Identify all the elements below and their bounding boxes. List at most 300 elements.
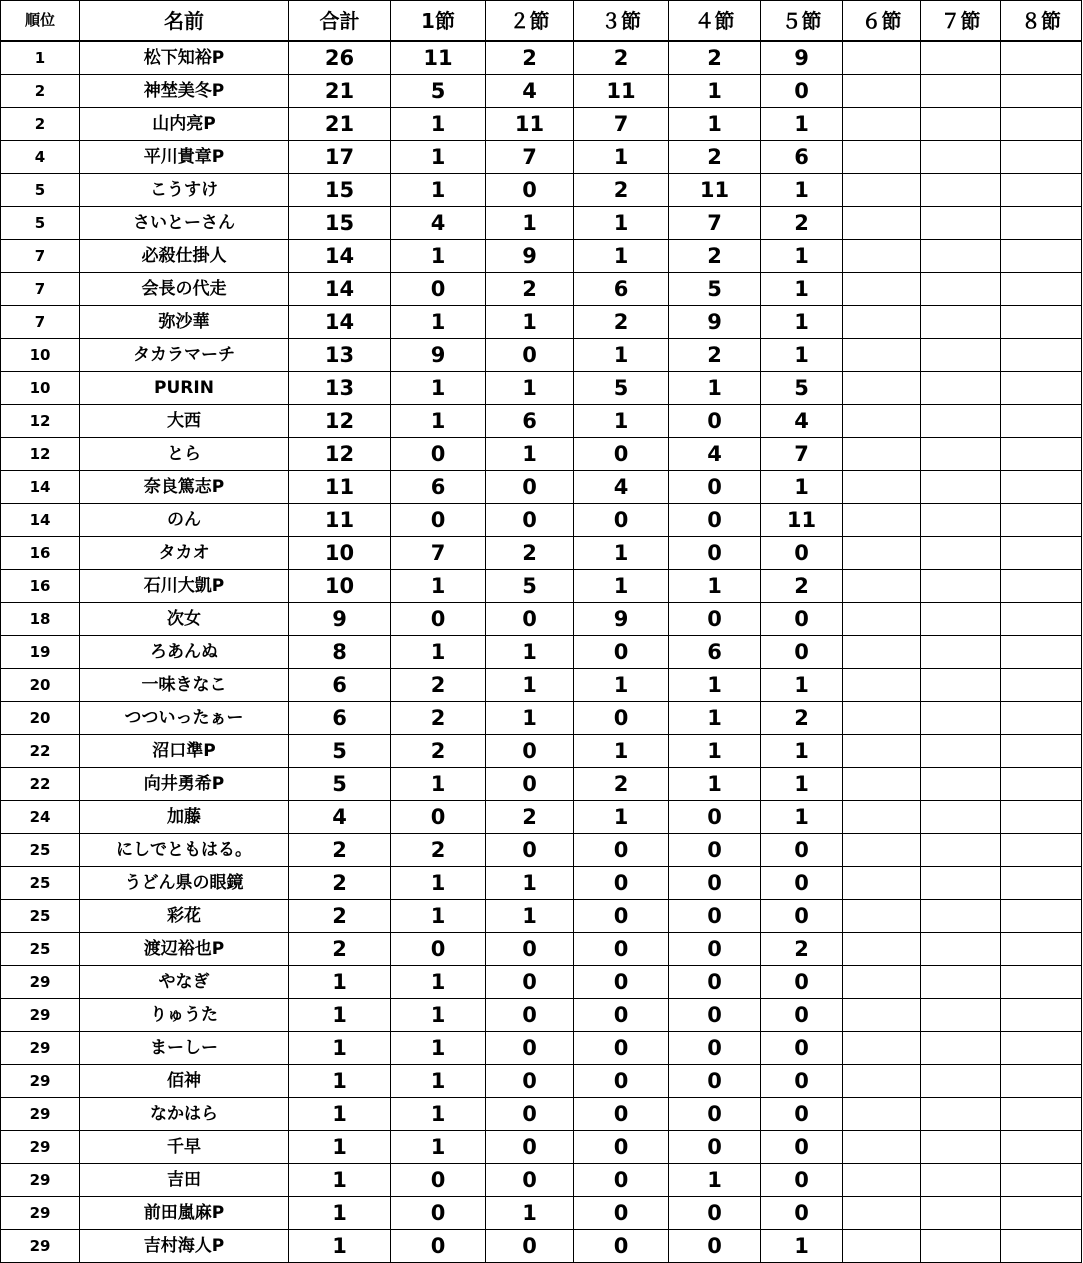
cell-round-3: 11 [574,75,669,108]
cell-round-5: 0 [761,834,843,867]
cell-round-3: 0 [574,1131,669,1164]
cell-round-6 [843,207,921,240]
cell-rank: 7 [1,306,80,339]
table-row [1,372,1082,405]
cell-round-6 [843,768,921,801]
cell-round-2: 1 [486,372,574,405]
cell-round-8 [1001,603,1082,636]
cell-rank: 25 [1,933,80,966]
cell-name: りゅうた [80,999,289,1032]
cell-round-4: 0 [669,867,761,900]
cell-round-2: 5 [486,570,574,603]
cell-name: さいとーさん [80,207,289,240]
cell-round-8 [1001,702,1082,735]
table-row [1,306,1082,339]
cell-round-2: 0 [486,1065,574,1098]
cell-round-2: 0 [486,339,574,372]
cell-round-7 [921,603,1001,636]
table-body [1,41,1082,1263]
cell-round-1: 1 [391,1131,486,1164]
cell-round-1: 1 [391,1098,486,1131]
cell-round-5: 7 [761,438,843,471]
cell-round-3: 1 [574,537,669,570]
cell-rank: 25 [1,900,80,933]
cell-round-4: 7 [669,207,761,240]
cell-round-6 [843,1230,921,1263]
cell-round-6 [843,1164,921,1197]
cell-round-8 [1001,636,1082,669]
cell-round-7 [921,438,1001,471]
cell-name: にしでともはる。 [80,834,289,867]
cell-round-7 [921,702,1001,735]
cell-name: 次女 [80,603,289,636]
cell-round-1: 2 [391,669,486,702]
table-row [1,933,1082,966]
cell-round-5: 1 [761,471,843,504]
cell-round-4: 4 [669,438,761,471]
cell-round-7 [921,537,1001,570]
cell-rank: 18 [1,603,80,636]
cell-total: 4 [289,801,391,834]
table-row [1,636,1082,669]
cell-round-8 [1001,768,1082,801]
cell-rank: 29 [1,1032,80,1065]
cell-round-5: 9 [761,41,843,75]
cell-round-6 [843,405,921,438]
cell-round-6 [843,669,921,702]
cell-round-6 [843,966,921,999]
cell-total: 9 [289,603,391,636]
cell-total: 21 [289,108,391,141]
cell-total: 10 [289,537,391,570]
cell-round-7 [921,273,1001,306]
cell-name: 彩花 [80,900,289,933]
cell-round-8 [1001,504,1082,537]
cell-round-4: 0 [669,504,761,537]
cell-rank: 20 [1,669,80,702]
cell-round-3: 0 [574,867,669,900]
cell-round-1: 1 [391,900,486,933]
cell-round-8 [1001,834,1082,867]
cell-round-2: 0 [486,504,574,537]
table-row [1,669,1082,702]
cell-round-6 [843,702,921,735]
cell-rank: 7 [1,273,80,306]
cell-round-1: 0 [391,1164,486,1197]
cell-round-6 [843,471,921,504]
cell-round-7 [921,108,1001,141]
cell-round-5: 1 [761,735,843,768]
cell-round-7 [921,1197,1001,1230]
table-row [1,1098,1082,1131]
cell-round-2: 1 [486,636,574,669]
cell-total: 10 [289,570,391,603]
cell-total: 1 [289,999,391,1032]
cell-round-1: 1 [391,306,486,339]
cell-round-8 [1001,735,1082,768]
cell-name: 弥沙華 [80,306,289,339]
cell-round-8 [1001,867,1082,900]
cell-round-3: 0 [574,1164,669,1197]
cell-round-3: 0 [574,933,669,966]
cell-round-2: 0 [486,603,574,636]
cell-round-4: 0 [669,801,761,834]
table-row [1,999,1082,1032]
cell-total: 1 [289,1065,391,1098]
cell-total: 15 [289,207,391,240]
cell-round-4: 0 [669,1131,761,1164]
cell-round-2: 0 [486,966,574,999]
cell-name: 必殺仕掛人 [80,240,289,273]
cell-round-7 [921,999,1001,1032]
cell-name: なかはら [80,1098,289,1131]
cell-round-8 [1001,1065,1082,1098]
cell-round-4: 1 [669,108,761,141]
cell-round-1: 7 [391,537,486,570]
cell-round-3: 0 [574,702,669,735]
cell-round-8 [1001,669,1082,702]
table-row [1,537,1082,570]
cell-total: 11 [289,471,391,504]
cell-round-6 [843,75,921,108]
cell-round-3: 4 [574,471,669,504]
cell-round-6 [843,1065,921,1098]
cell-round-6 [843,636,921,669]
cell-name: 山内亮P [80,108,289,141]
cell-rank: 16 [1,537,80,570]
cell-rank: 29 [1,966,80,999]
cell-round-6 [843,537,921,570]
cell-round-5: 2 [761,702,843,735]
cell-total: 13 [289,372,391,405]
cell-round-1: 2 [391,735,486,768]
cell-name: のん [80,504,289,537]
cell-round-2: 0 [486,1098,574,1131]
cell-round-2: 0 [486,834,574,867]
cell-rank: 16 [1,570,80,603]
table-row [1,504,1082,537]
cell-round-5: 0 [761,603,843,636]
header-round-8: ８節 [1001,1,1082,42]
cell-round-1: 11 [391,41,486,75]
cell-round-5: 4 [761,405,843,438]
cell-round-4: 0 [669,834,761,867]
cell-round-2: 2 [486,537,574,570]
cell-round-3: 1 [574,735,669,768]
cell-round-5: 2 [761,207,843,240]
cell-name: 平川貴章P [80,141,289,174]
cell-round-3: 0 [574,900,669,933]
cell-rank: 29 [1,1230,80,1263]
cell-round-1: 6 [391,471,486,504]
cell-name: タカラマーチ [80,339,289,372]
cell-round-4: 6 [669,636,761,669]
cell-round-2: 0 [486,999,574,1032]
table-row [1,834,1082,867]
header-round-4: ４節 [669,1,761,42]
table-row [1,735,1082,768]
cell-round-4: 9 [669,306,761,339]
table-row [1,273,1082,306]
cell-round-6 [843,306,921,339]
cell-round-5: 1 [761,669,843,702]
table-row [1,108,1082,141]
cell-total: 5 [289,768,391,801]
cell-round-7 [921,1065,1001,1098]
cell-round-6 [843,1032,921,1065]
cell-round-2: 9 [486,240,574,273]
cell-round-6 [843,174,921,207]
cell-name: とら [80,438,289,471]
cell-round-5: 0 [761,537,843,570]
cell-round-5: 0 [761,999,843,1032]
cell-round-4: 0 [669,1032,761,1065]
cell-round-5: 1 [761,339,843,372]
cell-round-4: 0 [669,1098,761,1131]
cell-name: 神埜美冬P [80,75,289,108]
cell-rank: 29 [1,1098,80,1131]
cell-rank: 19 [1,636,80,669]
cell-round-5: 0 [761,636,843,669]
cell-round-2: 1 [486,900,574,933]
cell-round-2: 2 [486,273,574,306]
cell-round-7 [921,900,1001,933]
cell-round-8 [1001,273,1082,306]
table-row [1,801,1082,834]
cell-rank: 10 [1,372,80,405]
header-round-1: 1節 [391,1,486,42]
cell-round-6 [843,1098,921,1131]
table-row [1,570,1082,603]
cell-round-5: 1 [761,1230,843,1263]
cell-round-7 [921,1098,1001,1131]
cell-total: 11 [289,504,391,537]
cell-rank: 2 [1,108,80,141]
cell-round-5: 2 [761,933,843,966]
cell-round-3: 0 [574,504,669,537]
cell-round-6 [843,339,921,372]
cell-round-2: 1 [486,207,574,240]
cell-round-4: 2 [669,141,761,174]
cell-round-7 [921,669,1001,702]
header-name: 名前 [80,1,289,42]
cell-round-2: 0 [486,1164,574,1197]
cell-round-7 [921,471,1001,504]
cell-round-5: 0 [761,1065,843,1098]
cell-name: 吉田 [80,1164,289,1197]
cell-round-1: 2 [391,834,486,867]
cell-round-2: 7 [486,141,574,174]
cell-round-1: 1 [391,768,486,801]
cell-round-5: 2 [761,570,843,603]
cell-name: 沼口準P [80,735,289,768]
cell-total: 17 [289,141,391,174]
table-row [1,603,1082,636]
cell-round-5: 11 [761,504,843,537]
cell-name: 大西 [80,405,289,438]
cell-name: 加藤 [80,801,289,834]
cell-round-3: 1 [574,669,669,702]
cell-round-4: 2 [669,339,761,372]
cell-round-4: 0 [669,537,761,570]
table-row [1,702,1082,735]
cell-name: タカオ [80,537,289,570]
cell-round-1: 0 [391,603,486,636]
cell-name: ろあんぬ [80,636,289,669]
cell-round-2: 2 [486,801,574,834]
cell-total: 14 [289,240,391,273]
cell-round-3: 1 [574,339,669,372]
cell-round-8 [1001,471,1082,504]
cell-round-3: 7 [574,108,669,141]
header-row [1,1,1082,42]
cell-round-8 [1001,1032,1082,1065]
cell-round-2: 0 [486,768,574,801]
cell-round-2: 0 [486,1131,574,1164]
table-row [1,1164,1082,1197]
cell-round-3: 1 [574,240,669,273]
cell-total: 14 [289,306,391,339]
cell-total: 2 [289,933,391,966]
cell-total: 6 [289,669,391,702]
cell-round-8 [1001,966,1082,999]
cell-round-5: 0 [761,867,843,900]
cell-round-1: 0 [391,438,486,471]
cell-round-6 [843,41,921,75]
cell-round-2: 1 [486,1197,574,1230]
cell-rank: 5 [1,207,80,240]
cell-round-8 [1001,999,1082,1032]
cell-round-4: 1 [669,702,761,735]
cell-round-3: 9 [574,603,669,636]
cell-round-8 [1001,537,1082,570]
cell-rank: 20 [1,702,80,735]
cell-total: 21 [289,75,391,108]
cell-round-4: 1 [669,570,761,603]
cell-round-7 [921,240,1001,273]
cell-round-1: 0 [391,801,486,834]
cell-round-4: 0 [669,900,761,933]
cell-rank: 29 [1,999,80,1032]
table-row [1,207,1082,240]
cell-name: 吉村海人P [80,1230,289,1263]
cell-round-7 [921,339,1001,372]
cell-round-2: 4 [486,75,574,108]
cell-rank: 7 [1,240,80,273]
cell-round-7 [921,636,1001,669]
cell-round-6 [843,372,921,405]
cell-round-8 [1001,174,1082,207]
cell-round-3: 1 [574,570,669,603]
header-rank: 順位 [1,1,80,42]
cell-round-7 [921,1230,1001,1263]
cell-round-4: 0 [669,966,761,999]
table-row [1,405,1082,438]
cell-round-1: 1 [391,966,486,999]
cell-round-2: 1 [486,702,574,735]
cell-total: 1 [289,1197,391,1230]
cell-round-1: 1 [391,372,486,405]
cell-round-4: 2 [669,41,761,75]
cell-name: 向井勇希P [80,768,289,801]
cell-round-3: 1 [574,405,669,438]
cell-round-8 [1001,306,1082,339]
cell-round-7 [921,405,1001,438]
cell-round-5: 0 [761,1098,843,1131]
cell-round-2: 1 [486,438,574,471]
cell-total: 1 [289,1098,391,1131]
cell-round-8 [1001,1230,1082,1263]
table-row [1,966,1082,999]
cell-rank: 10 [1,339,80,372]
cell-round-8 [1001,933,1082,966]
cell-round-6 [843,1197,921,1230]
cell-round-3: 1 [574,207,669,240]
cell-round-4: 0 [669,603,761,636]
cell-rank: 29 [1,1164,80,1197]
table-row [1,1197,1082,1230]
cell-round-3: 0 [574,1032,669,1065]
cell-round-1: 1 [391,1032,486,1065]
table-row [1,1131,1082,1164]
header-round-5: ５節 [761,1,843,42]
cell-round-7 [921,801,1001,834]
cell-total: 2 [289,834,391,867]
cell-total: 15 [289,174,391,207]
cell-round-2: 1 [486,669,574,702]
cell-rank: 22 [1,768,80,801]
cell-round-3: 0 [574,438,669,471]
cell-name: 松下知裕P [80,41,289,75]
cell-round-3: 0 [574,999,669,1032]
cell-round-7 [921,75,1001,108]
cell-round-3: 2 [574,174,669,207]
cell-round-8 [1001,41,1082,75]
cell-round-6 [843,1131,921,1164]
cell-round-6 [843,801,921,834]
cell-round-1: 1 [391,999,486,1032]
cell-round-1: 0 [391,1197,486,1230]
cell-round-6 [843,735,921,768]
cell-round-8 [1001,108,1082,141]
cell-round-3: 2 [574,41,669,75]
cell-name: 石川大凱P [80,570,289,603]
table-row [1,1065,1082,1098]
cell-round-6 [843,999,921,1032]
cell-round-5: 1 [761,240,843,273]
header-total: 合計 [289,1,391,42]
cell-round-5: 0 [761,75,843,108]
cell-round-3: 1 [574,141,669,174]
cell-round-1: 0 [391,273,486,306]
cell-total: 2 [289,867,391,900]
cell-round-2: 0 [486,471,574,504]
cell-total: 1 [289,1032,391,1065]
cell-name: 渡辺裕也P [80,933,289,966]
cell-round-3: 0 [574,1065,669,1098]
cell-round-8 [1001,141,1082,174]
cell-round-1: 0 [391,1230,486,1263]
cell-rank: 29 [1,1197,80,1230]
cell-round-7 [921,768,1001,801]
cell-round-8 [1001,240,1082,273]
cell-total: 14 [289,273,391,306]
cell-round-7 [921,1164,1001,1197]
cell-round-4: 0 [669,999,761,1032]
cell-total: 1 [289,1230,391,1263]
cell-rank: 2 [1,75,80,108]
cell-round-7 [921,372,1001,405]
